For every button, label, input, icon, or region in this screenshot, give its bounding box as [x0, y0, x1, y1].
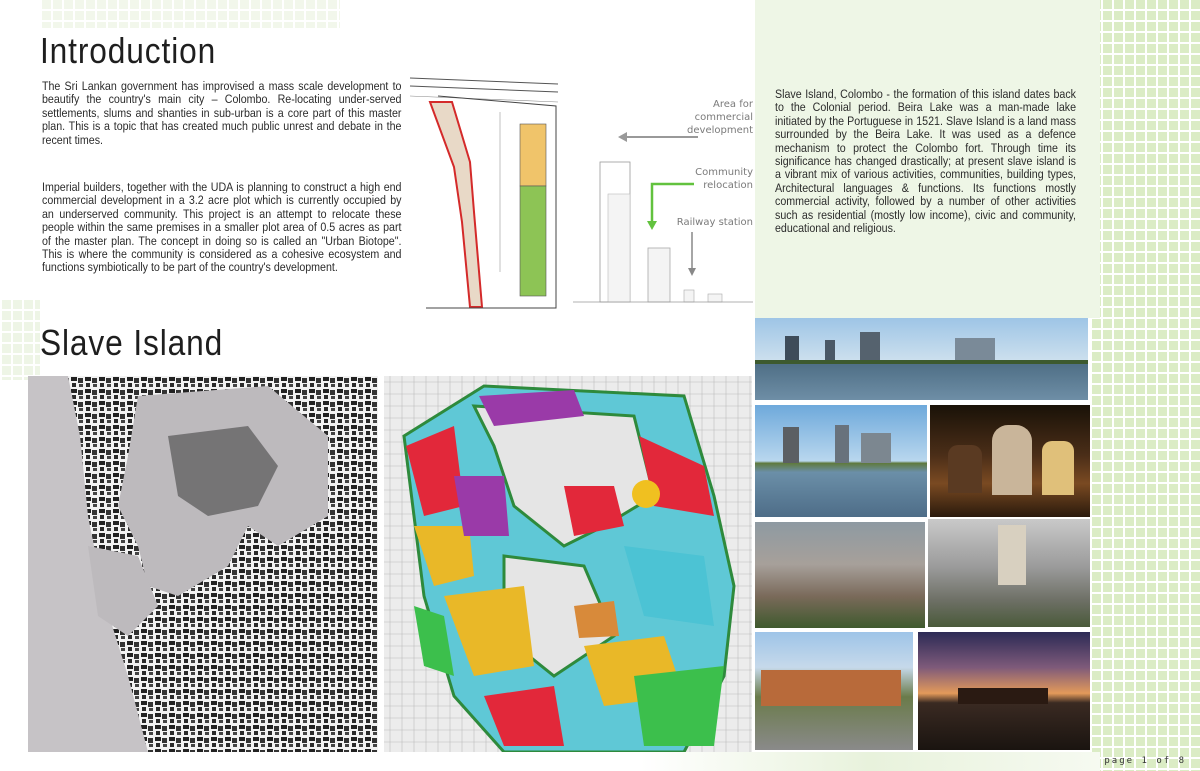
label-community-line2: relocation [703, 180, 753, 191]
diagram-label-community [663, 166, 753, 192]
photo-lake-sunset [918, 632, 1090, 750]
label-community-line1: Community [695, 167, 753, 178]
page-indicator: page 1 of 8 [1104, 756, 1186, 766]
figure-ground-map-drawing [28, 376, 378, 752]
photo-railway-station [755, 522, 925, 628]
photo-elephant-procession [930, 405, 1090, 517]
figure-ground-map [28, 376, 378, 752]
intro-paragraph-2: Imperial builders, together with the UDA is planning to construct a high end commercial development in a 3.2 acre plot which is currently occupied by an underserved community. This project is an attempt to relocate these people within the same premises in a smaller plot area of 0.5 acres as part of the master plan. The concept in doing so is called an "Urban Biotope". This is where the community is considered as a cohesive ecosystem and functions symbiotically to be part of the country's development. [42, 180, 402, 275]
decorative-bottom-strip [640, 752, 1100, 771]
diagram-label-commercial [663, 98, 753, 137]
diagram-label-railway: Railway station [676, 217, 753, 228]
intro-paragraph-1: The Sri Lankan government has improvised a mass scale development to beautify the country's main city – Colombo. Re-locating under-served settlements, slums and shanties in sub-urban is a core part of this master plan. This is a topic that has created much public unrest and debate in the recent times. [42, 79, 402, 147]
slave-island-heading: Slave Island [40, 322, 224, 363]
photo-towers-lake [755, 405, 927, 517]
label-commercial-line3: development [687, 125, 753, 136]
photo-shopping-street [755, 632, 913, 750]
land-use-map-drawing [384, 376, 752, 752]
land-use-map [384, 376, 752, 752]
label-commercial-line1: Area for [713, 99, 753, 110]
photo-street-mosque [928, 519, 1090, 627]
intro-heading: Introduction [40, 30, 217, 71]
label-commercial-line2: commercial [694, 112, 753, 123]
decorative-pixel-pattern [1090, 0, 1200, 771]
decorative-pixel-pattern-top [40, 0, 340, 28]
slave-island-paragraph: Slave Island, Colombo - the formation of this island dates back to the Colonial period. Beira Lake was a man-made lake initiated by the Portuguese in 1521. Slave Island is a land mass surrounded by the Beira Lake. It was used as a defence mechanism to protect the Colombo fort. Through time its significance has changed drastically; at present slave island is a vibrant mix of various activities, communities, building types, Architectural languages & functions. Its functions mostly commercial activity, followed by a number of other activities such as residential (mostly low income), civic and community, educational and religious. [775, 87, 1076, 236]
photo-lake-skyline [755, 318, 1088, 400]
site-diagram [408, 72, 753, 312]
decorative-pixel-pattern-left [0, 300, 40, 380]
